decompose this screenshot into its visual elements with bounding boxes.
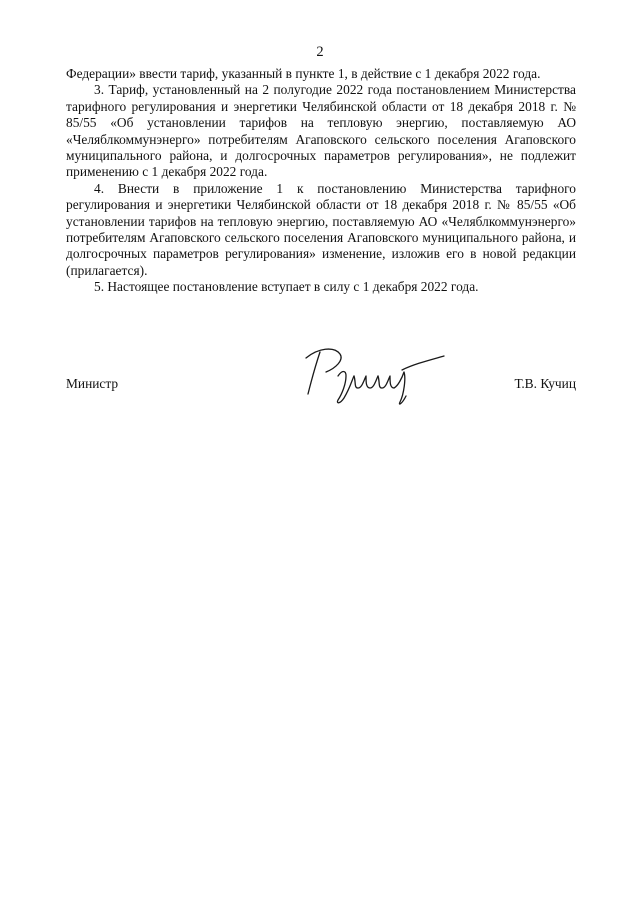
- handwritten-signature: [298, 342, 448, 412]
- document-body: [66, 66, 576, 296]
- paragraph-3: 3. Тариф, установленный на 2 полугодие 2022 года постановлением Министерства тарифного регулирования и энергетики Челябинской области от 18 декабря 2018 г. № 85/55 «Об установлении тарифов на тепловую энергию, поставляемую АО «Челяблкоммунэнерго» потребителям Агаповского сельского поселения Агаповского муниципального района, и долгосрочных параметров регулирования», не подлежит применению с 1 декабря 2022 года.: [66, 82, 576, 180]
- paragraph-4: 4. Внести в приложение 1 к постановлению Министерства тарифного регулирования и энергетики Челябинской области от 18 декабря 2018 г. № 85/55 «Об установлении тарифов на тепловую энергию, поставляемую АО «Челяблкоммунэнерго» потребителям Агаповского сельского поселения Агаповского муниципального района, и долгосрочных параметров регулирования» изменение, изложив его в новой редакции (прилагается).: [66, 180, 576, 278]
- signature-block: [66, 362, 576, 422]
- paragraph-5: 5. Настоящее постановление вступает в силу с 1 декабря 2022 года.: [94, 279, 479, 295]
- signatory-name: Т.В. Кучиц: [514, 376, 576, 391]
- signatory-position: Министр: [66, 376, 119, 391]
- paragraph-continuation: Федерации» ввести тариф, указанный в пункте 1, в действие с 1 декабря 2022 года.: [66, 66, 541, 81]
- page-number: 2: [316, 44, 324, 60]
